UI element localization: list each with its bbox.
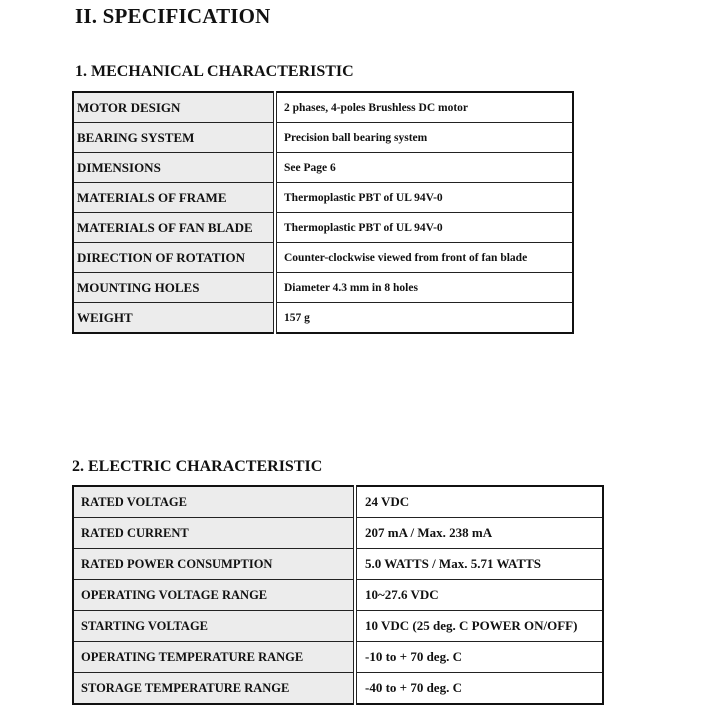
table-row [73, 123, 573, 153]
spec-label: RATED POWER CONSUMPTION [73, 549, 355, 580]
table-row [73, 518, 603, 549]
table-row [73, 183, 573, 213]
page-title: II. SPECIFICATION [75, 4, 271, 28]
spec-value: 24 VDC [355, 486, 603, 518]
table-row [73, 303, 573, 334]
spec-value: Thermoplastic PBT of UL 94V-0 [275, 183, 573, 213]
table-row [73, 673, 603, 705]
table-row [73, 580, 603, 611]
spec-label: RATED CURRENT [73, 518, 355, 549]
table-row [73, 92, 573, 123]
spec-value: Thermoplastic PBT of UL 94V-0 [275, 213, 573, 243]
spec-value: Diameter 4.3 mm in 8 holes [275, 273, 573, 303]
spec-label: STORAGE TEMPERATURE RANGE [73, 673, 355, 705]
table-row [73, 642, 603, 673]
spec-label: MATERIALS OF FAN BLADE [73, 213, 275, 243]
spec-label: MOUNTING HOLES [73, 273, 275, 303]
electric-section-heading: 2. ELECTRIC CHARACTERISTIC [72, 458, 323, 475]
spec-value: 10~27.6 VDC [355, 580, 603, 611]
spec-value: 10 VDC (25 deg. C POWER ON/OFF) [355, 611, 603, 642]
spec-label: MATERIALS OF FRAME [73, 183, 275, 213]
spec-label: DIMENSIONS [73, 153, 275, 183]
spec-value: 157 g [275, 303, 573, 334]
table-row [73, 486, 603, 518]
spec-label: OPERATING TEMPERATURE RANGE [73, 642, 355, 673]
mechanical-section-heading: 1. MECHANICAL CHARACTERISTIC [75, 63, 354, 80]
spec-value: -40 to + 70 deg. C [355, 673, 603, 705]
spec-value: See Page 6 [275, 153, 573, 183]
spec-label: MOTOR DESIGN [73, 92, 275, 123]
table-row [73, 213, 573, 243]
spec-label: STARTING VOLTAGE [73, 611, 355, 642]
spec-label: OPERATING VOLTAGE RANGE [73, 580, 355, 611]
table-row [73, 549, 603, 580]
spec-value: 2 phases, 4-poles Brushless DC motor [275, 92, 573, 123]
spec-value: 5.0 WATTS / Max. 5.71 WATTS [355, 549, 603, 580]
table-row [73, 611, 603, 642]
mechanical-spec-table [72, 91, 574, 334]
spec-value: Counter-clockwise viewed from front of fan blade [275, 243, 573, 273]
spec-label: DIRECTION OF ROTATION [73, 243, 275, 273]
electric-spec-table [72, 485, 604, 705]
table-row [73, 243, 573, 273]
table-row [73, 273, 573, 303]
spec-value: -10 to + 70 deg. C [355, 642, 603, 673]
spec-value: 207 mA / Max. 238 mA [355, 518, 603, 549]
spec-value: Precision ball bearing system [275, 123, 573, 153]
table-row [73, 153, 573, 183]
spec-label: WEIGHT [73, 303, 275, 334]
spec-label: BEARING SYSTEM [73, 123, 275, 153]
spec-label: RATED VOLTAGE [73, 486, 355, 518]
